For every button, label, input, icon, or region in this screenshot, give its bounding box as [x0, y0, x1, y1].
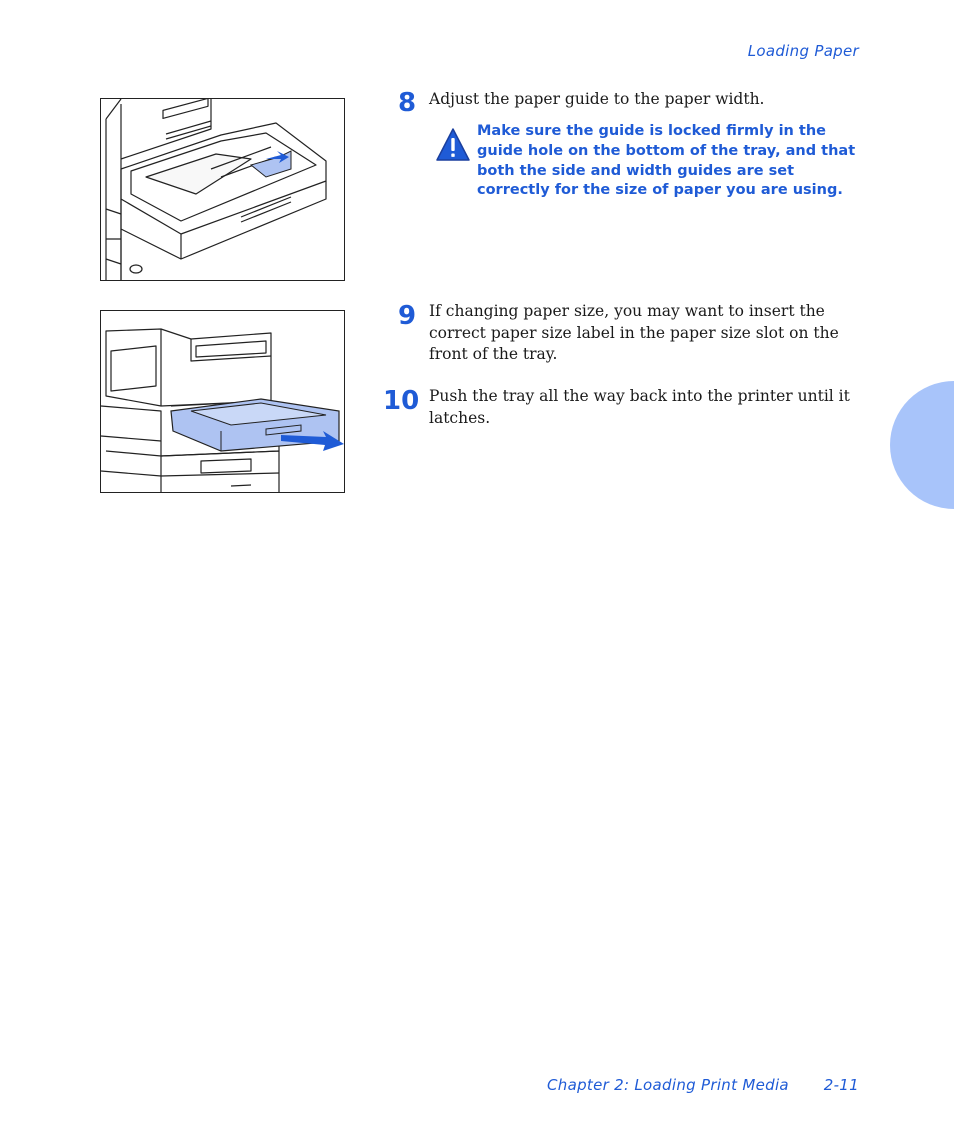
footer-page-number: 2-11	[823, 1076, 859, 1094]
footer-chapter-title: Chapter 2: Loading Print Media	[547, 1076, 789, 1094]
figure-adjust-paper-guide	[100, 98, 345, 281]
step-number-10: 10	[383, 386, 420, 416]
step-text-9: If changing paper size, you may want to insert the correct paper size label in the paper size slot on the front of the tray.	[429, 302, 839, 363]
step-number-8: 8	[398, 88, 417, 118]
caution-text: Make sure the guide is locked firmly in the guide hole on the bottom of the tray, and that both the side and width guides are set correctly for the size of paper you are using.	[477, 123, 856, 199]
warning-triangle-icon	[435, 127, 471, 163]
step-text-8: Adjust the paper guide to the paper width.	[429, 90, 765, 108]
step-text-10: Push the tray all the way back into the printer until it latches.	[429, 387, 850, 427]
tray-guide-illustration	[101, 99, 344, 280]
chapter-thumb-tab	[890, 381, 954, 509]
printer-tray-illustration	[101, 311, 344, 492]
running-header: Loading Paper	[747, 42, 859, 60]
figure-push-tray-back	[100, 310, 345, 493]
step-number-9: 9	[398, 301, 417, 331]
